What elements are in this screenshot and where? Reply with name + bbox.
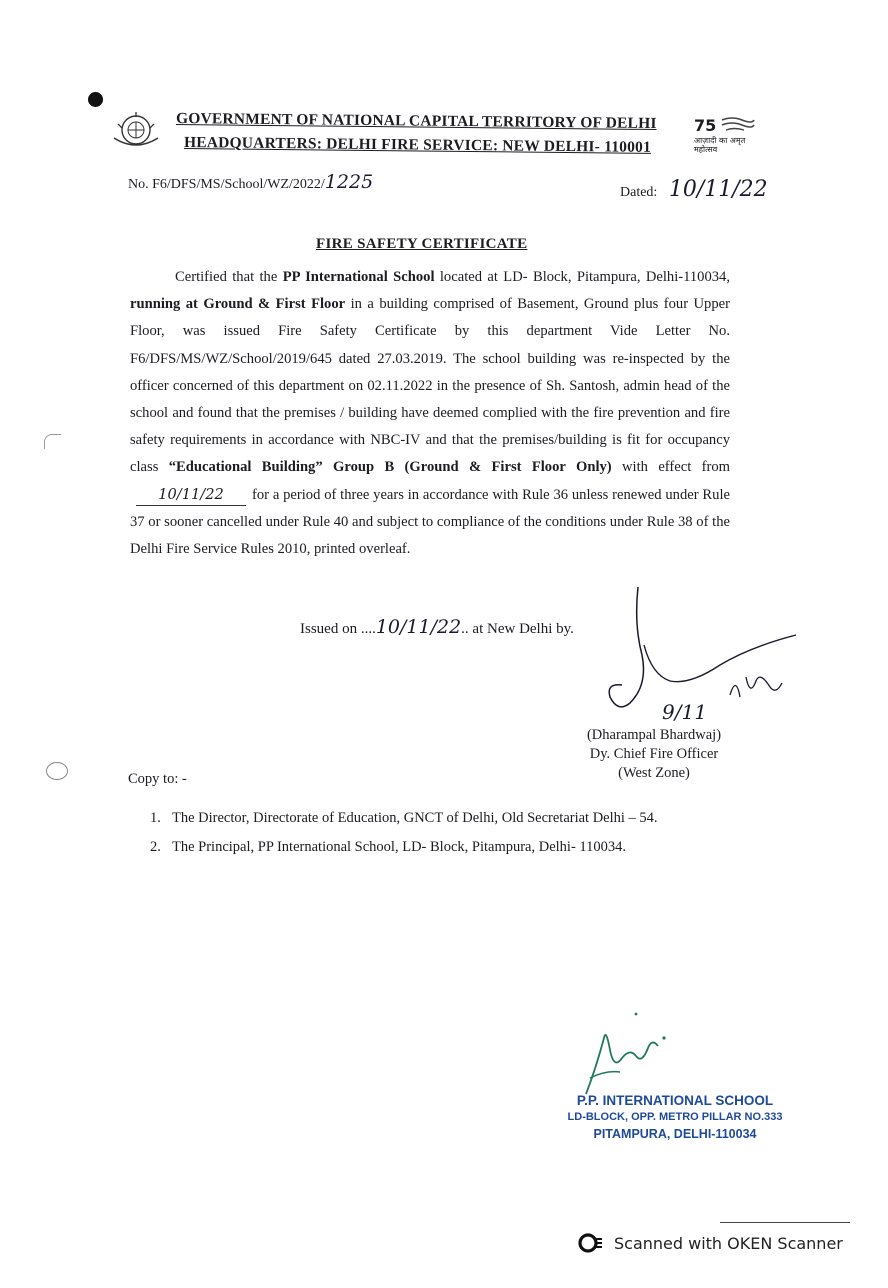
issued-suffix: .. at New Delhi by. (461, 621, 574, 637)
issued-line (300, 616, 574, 638)
azadi-number: 75 (694, 116, 717, 135)
header-line-2: HEADQUARTERS: DELHI FIRE SERVICE: NEW DELHI- 110001 (183, 134, 652, 156)
stamp-line-3: PITAMPURA, DELHI-110034 (593, 1127, 757, 1141)
stamp-line-2: LD-BLOCK, OPP. METRO PILLAR NO.333 (567, 1111, 783, 1123)
copy-item-text: The Director, Directorate of Education, GNCT of Delhi, Old Secretariat Delhi – 54. (172, 810, 658, 826)
copy-list (150, 810, 770, 856)
body-effect-date: 10/11/22 (136, 485, 246, 506)
reference-prefix: No. F6/DFS/MS/School/WZ/2022/ (128, 177, 325, 192)
issued-date: 10/11/22 (375, 616, 462, 638)
reference-handwritten: 1225 (324, 171, 374, 193)
signatory-name: (Dharampal Bhardwaj) (586, 727, 722, 743)
certificate-title: FIRE SAFETY CERTIFICATE (316, 236, 528, 252)
school-signature (576, 1008, 676, 1103)
signature-date: 9/11 (662, 700, 707, 724)
signatory-designation: Dy. Chief Fire Officer (589, 746, 719, 762)
oken-scanner-icon (578, 1232, 604, 1254)
government-emblem-icon (108, 108, 164, 159)
punch-hole (88, 92, 103, 107)
body-part-5: for a period of three years in accordance with Rule 36 unless renewed under Rule 37 or sooner cancelled under Rule 40 and subject to compliance of the conditions under Rule 38 of the Delhi Fire Service Rules 2010, printed overleaf. (130, 486, 730, 558)
body-part-1: Certified that the (175, 269, 283, 285)
dated-label: Dated: (620, 185, 658, 200)
body-school-name: PP International School (282, 269, 435, 285)
body-part-3: in a building comprised of Basement, Ground plus four Upper Floor, was issued Fire Safety Certificate by this department Vide Letter No. F6/DFS/MS/WZ/School/2019/645 dated 27.03.2019. The school building was re-inspected by the officer concerned of this department on 02.11.2022 in the presence of Sh. Santosh, admin head of the school and found that the premises / building have deemed complied with the fire prevention and fire safety requirements in accordance with NBC-IV and that the premises/building is fit for occupancy class (130, 296, 730, 476)
scanner-label: Scanned with OKEN Scanner (614, 1233, 843, 1253)
margin-mark-left (44, 434, 61, 449)
body-occupancy: “Educational Building” Group B (Ground & First Floor Only) (168, 459, 612, 476)
body-part-2: located at LD- Block, Pitampura, Delhi-110034, (434, 269, 731, 285)
signatory-block (566, 726, 742, 783)
copy-item-number: 2. (150, 839, 161, 855)
school-stamp (560, 1092, 790, 1143)
dated-field (620, 177, 768, 202)
signatory-zone: (West Zone) (618, 765, 690, 781)
copy-item-text: The Principal, PP International School, LD- Block, Pitampura, Delhi- 110034. (172, 839, 626, 855)
body-part-4: with effect from (611, 459, 730, 476)
certificate-body (130, 264, 730, 563)
flag-waves-icon (720, 116, 756, 132)
copy-item-number: 1. (150, 810, 161, 826)
scanner-rule (720, 1222, 850, 1223)
stamp-line-1: P.P. INTERNATIONAL SCHOOL (576, 1093, 774, 1108)
copy-to-label: Copy to: - (128, 771, 187, 787)
issued-prefix: Issued on .... (300, 621, 376, 637)
margin-stamp-left (46, 762, 68, 780)
azadi-text: आज़ादी का अमृत महोत्सव (694, 136, 746, 154)
header-line-1: GOVERNMENT OF NATIONAL CAPITAL TERRITORY OF DELHI (175, 110, 657, 133)
copy-item (150, 810, 770, 827)
reference-number (128, 171, 373, 193)
body-floors: running at Ground & First Floor (130, 296, 346, 313)
copy-item (150, 839, 770, 856)
azadi-emblem (694, 116, 764, 154)
scanner-watermark (578, 1232, 843, 1254)
dated-value: 10/11/22 (668, 177, 768, 202)
